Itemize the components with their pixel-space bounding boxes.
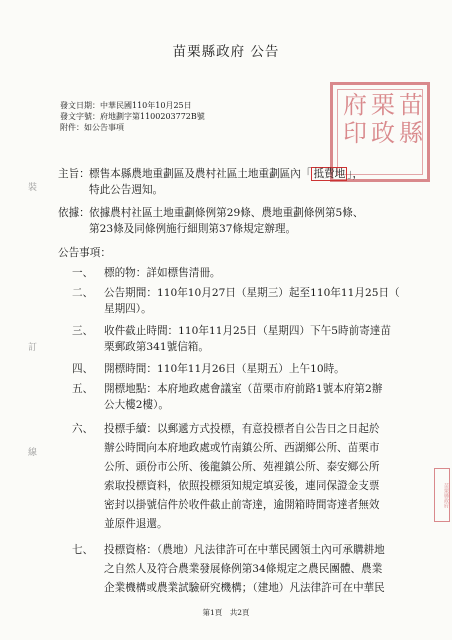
item-number: 四、 (72, 363, 94, 375)
document-number: 發文字號：府地劃字第1100203772B號 (60, 112, 205, 121)
item-line: 企業機構或農業試驗研究機構；（建地）凡法律許可在中華民 (104, 582, 385, 594)
document-title: 苗栗縣政府 公告 (172, 44, 280, 60)
item-line: 之自然人及符合農業發展條例第34條規定之農民團體、農業 (104, 563, 383, 575)
item-number: 二、 (72, 287, 94, 299)
item-line: 標的物：詳如標售清冊。 (104, 267, 221, 279)
seal-char: 印 (343, 119, 367, 147)
binding-mark: 訂 (28, 343, 38, 353)
basis-line: 依據農村社區土地重劃條例第29條、農地重劃條例第5條、 (89, 207, 364, 219)
items-header: 公告事項： (58, 247, 111, 259)
basis-label: 依據： (58, 207, 90, 219)
item-line: 公告期間：110年10月27日（星期三）起至110年11月25日（ (104, 287, 400, 299)
item-number: 七、 (72, 544, 94, 556)
subject-line: 特此公告週知。 (89, 184, 164, 196)
seal-char: 縣 (399, 119, 423, 147)
seal-char: 苗 (399, 91, 423, 119)
issue-date: 發文日期：中華民國110年10月25日 (60, 101, 192, 110)
subject-label: 主旨： (58, 168, 90, 180)
side-stamp: 苗栗縣政府 (434, 468, 450, 522)
item-number: 五、 (72, 383, 94, 395)
item-line: 開標地點：本府地政處會議室（苗栗市府前路1號本府第2辦 (104, 383, 383, 395)
binding-mark: 裝 (28, 183, 38, 193)
item-line: 星期四）。 (104, 303, 152, 315)
subject-line: 標售本縣農地重劃區及農村社區土地重劃區內「 抵費地 」， (89, 168, 364, 180)
item-line: 收件截止時間：110年11月25日（星期四）下午5時前寄達苗 (104, 325, 391, 337)
attachment-note: 附件：如公告事項 (60, 123, 124, 132)
item-number: 六、 (72, 423, 94, 435)
page-number: 第1頁 共2頁 (202, 608, 250, 617)
item-line: 索取投標資料，依照投標須知規定填妥後，連同保證金支票 (104, 480, 380, 492)
item-line: 並原件退還。 (104, 518, 168, 530)
item-number: 三、 (72, 325, 94, 337)
seal-char: 府 (343, 91, 367, 119)
item-line: 公大樓2樓）。 (104, 399, 170, 411)
seal-char: 栗 (371, 91, 395, 119)
item-line: 辦公時間向本府地政處或竹南鎮公所、西湖鄉公所、苗栗市 (104, 442, 380, 454)
binding-mark: 線 (28, 448, 38, 458)
item-line: 開標時間：110年11月26日（星期五）上午10時。 (104, 363, 345, 375)
item-line: 密封以掛號信件於收件截止前寄達，逾開箱時間寄達者無效 (104, 499, 380, 511)
item-line: 栗郵政第341號信箱。 (104, 341, 209, 353)
basis-line: 第23條及同條例施行細則第37條規定辦理。 (89, 223, 297, 235)
seal-char: 政 (371, 119, 395, 147)
item-line: 投標手續：以郵遞方式投標，有意投標者自公告日之日起於 (104, 423, 380, 435)
item-number: 一、 (72, 267, 94, 279)
highlight-box: 抵費地 (313, 168, 346, 180)
item-line: 投標資格：（農地）凡法律許可在中華民國領土內可承購耕地 (104, 544, 385, 556)
item-line: 公所、頭份市公所、後龍鎮公所、苑裡鎮公所、泰安鄉公所 (104, 461, 380, 473)
